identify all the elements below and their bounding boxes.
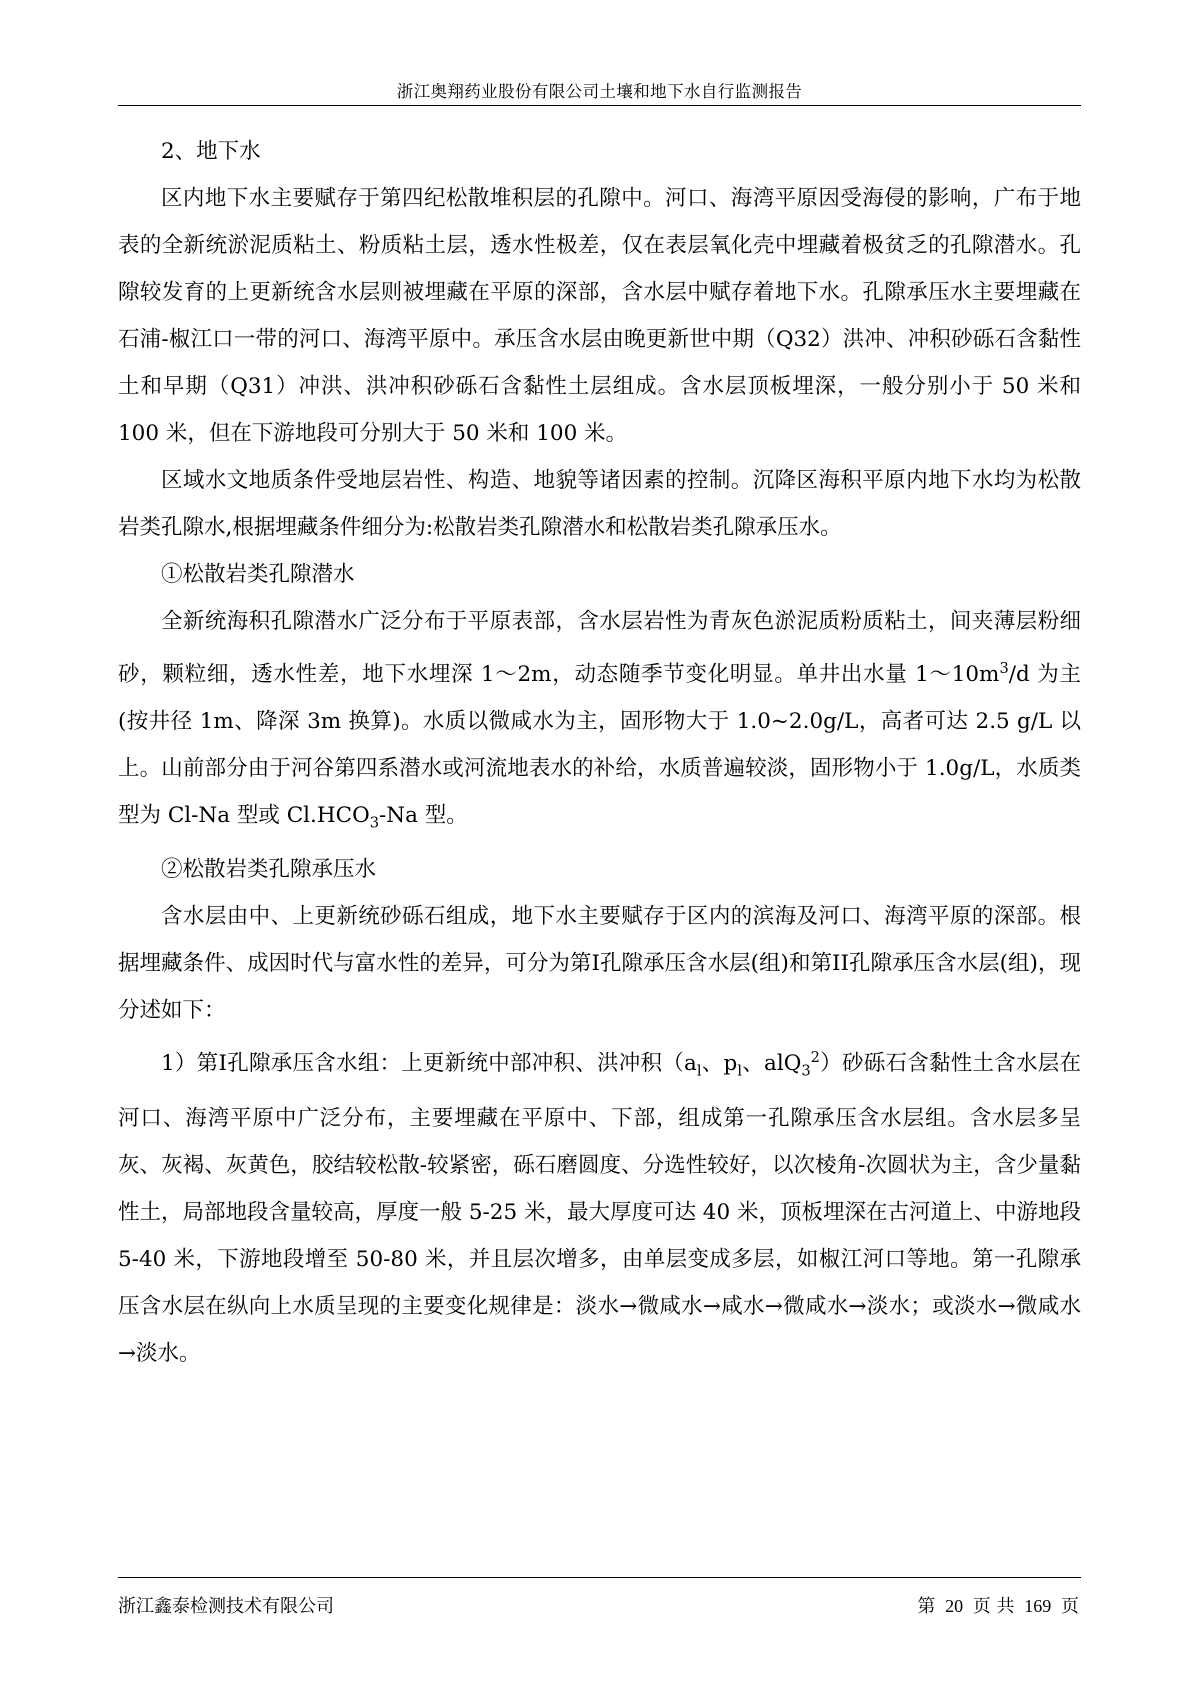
footer-pagination: [915, 1592, 1081, 1618]
confined-text-c: 、alQ: [742, 1051, 802, 1077]
confined-subscript-3: 3: [801, 1062, 811, 1080]
phreatic-text-b: /d 为主 (按井径 1m、降深 3m 换算)。水质以微咸水为主，固形物大于 1.0~2.0g/L，高者可达 2.5 g/L 以上。山前部分由于河谷第四系潜水或河流地表水的补给，水质普遍较淡，固形物小于 1.0g/L，水质类型为 Cl-Na 型或 Cl.HCO: [118, 662, 1082, 829]
phreatic-text-c: -Na 型。: [379, 803, 468, 829]
pagination-current-page: 20: [945, 1596, 964, 1616]
subsection-heading-phreatic: ①松散岩类孔隙潜水: [161, 562, 355, 587]
page-footer: [118, 1592, 1081, 1618]
footer-company-name: 浙江鑫泰检测技术有限公司: [118, 1596, 334, 1617]
paragraph-first-confined-aquifer: [118, 1034, 1081, 1376]
paragraph-groundwater-intro: 区内地下水主要赋存于第四纪松散堆积层的孔隙中。河口、海湾平原因受海侵的影响，广布于地表的全新统淤泥质粘土、粉质粘土层，透水性极差，仅在表层氧化壳中埋藏着极贫乏的孔隙潜水。孔隙较发育的上更新统含水层则被埋藏在平原的深部，含水层中赋存着地下水。孔隙承压水主要埋藏在石浦-椒江口一带的河口、海湾平原中。承压含水层由晚更新世中期（Q32）洪冲、冲积砂砾石含黏性土和早期（Q31）冲洪、洪冲积砂砾石含黏性土层组成。含水层顶板埋深，一般分别小于 50 米和 100 米，但在下游地段可分别大于 50 米和 100 米。: [118, 186, 1081, 446]
confined-text-b: 、p: [701, 1051, 738, 1077]
phreatic-subscript: 3: [369, 814, 380, 832]
phreatic-text-a: 全新统海积孔隙潜水广泛分布于平原表部，含水层岩性为青灰色淤泥质粉质粘土，间夹薄层粉细砂，颗粒细，透水性差，地下水埋深 1～2m，动态随季节变化明显。单井出水量 1～10m: [118, 609, 1081, 688]
page-content: [118, 128, 1081, 1377]
pagination-total-pages: 169: [1024, 1596, 1052, 1616]
pagination-suffix: 页: [1061, 1596, 1079, 1617]
confined-subscript-1: l: [696, 1062, 702, 1080]
confined-superscript-3: 2: [810, 1049, 820, 1067]
confined-text-a: 1）第I孔隙承压含水组：上更新统中部冲积、洪冲积（a: [161, 1051, 697, 1077]
page-header-title: 浙江奥翔药业股份有限公司土壤和地下水自行监测报告: [396, 82, 803, 101]
header-divider: [118, 105, 1081, 106]
footer-divider: [118, 1577, 1081, 1578]
pagination-middle: 页 共: [972, 1596, 1015, 1617]
phreatic-superscript: 3: [999, 660, 1009, 677]
confined-subscript-2: l: [737, 1062, 743, 1080]
section-heading: 2、地下水: [161, 139, 261, 164]
paragraph-phreatic-description: [118, 598, 1081, 846]
pagination-prefix: 第: [917, 1596, 936, 1617]
paragraph-hydrogeology-conditions: 区域水文地质条件受地层岩性、构造、地貌等诸因素的控制。沉降区海积平原内地下水均为松散岩类孔隙水,根据埋藏条件细分为:松散岩类孔隙潜水和松散岩类孔隙承压水。: [118, 468, 1081, 540]
confined-text-d: ）砂砾石含黏性土含水层在河口、海湾平原中广泛分布，主要埋藏在平原中、下部，组成第一孔隙承压含水层组。含水层多呈灰、灰褐、灰黄色，胶结较松散-较紧密，砾石磨圆度、分选性较好，以次棱角-次圆状为主，含少量黏性土，局部地段含量较高，厚度一般 5-25 米，最大厚度可达 40 米，顶板埋深在古河道上、中游地段 5-40 米，下游地段增至 50-80 米，并且层次增多，由单层变成多层，如椒江河口等地。第一孔隙承压含水层在纵向上水质呈现的主要变化规律是：淡水→微咸水→咸水→微咸水→淡水；或淡水→微咸水→淡水。: [118, 1051, 1082, 1366]
subsection-heading-confined: ②松散岩类孔隙承压水: [161, 857, 377, 883]
paragraph-confined-description: 含水层由中、上更新统砂砾石组成，地下水主要赋存于区内的滨海及河口、海湾平原的深部。根据埋藏条件、成因时代与富水性的差异，可分为第I孔隙承压含水层(组)和第II孔隙承压含水层(组)，现分述如下：: [118, 904, 1081, 1024]
